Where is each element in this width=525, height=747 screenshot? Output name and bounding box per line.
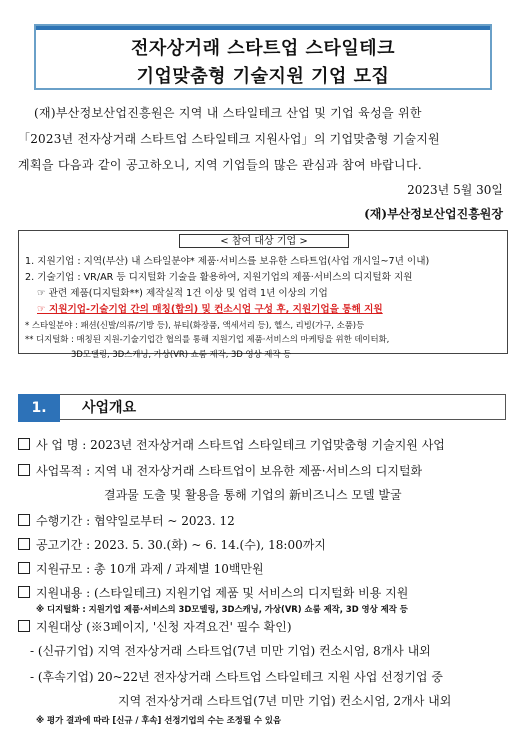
participants-header: < 참여 대상 기업 > — [179, 234, 349, 248]
overview-note-evaluation: ※ 평가 결과에 따라 [신규 / 후속] 선정기업의 수는 조정될 수 있음 — [36, 715, 282, 725]
overview-item-scale-text: 지원규모 : 총 10개 과제 / 과제별 10백만원 — [36, 562, 264, 576]
overview-item-announcement — [18, 536, 326, 553]
checkbox-icon — [18, 438, 30, 450]
checkbox-icon — [18, 538, 30, 550]
intro-line-3: 계획을 다음과 같이 공고하오니, 지역 기업들의 많은 관심과 참여 바랍니다. — [18, 158, 423, 172]
participants-line-4: ☞ 지원기업-기술기업 간의 매칭(합의) 및 컨소시엄 구성 후, 지원기업을 통해 지원 — [37, 304, 383, 315]
participants-line-2: 2. 기술기업 : VR/AR 등 디지털화 기술을 활용하여, 지원기업의 제품·서비스의 디지털화 지원 — [25, 272, 413, 283]
overview-item-target-text: 지원대상 (※3페이지, '신청 자격요건' 필수 확인) — [36, 620, 292, 634]
intro-line-2: 「2023년 전자상거래 스타트업 스타일테크 지원사업」의 기업맞춤형 기술지원 — [18, 132, 440, 146]
title-box — [34, 24, 492, 90]
checkbox-icon — [18, 620, 30, 632]
announcement-date: 2023년 5월 30일 — [407, 183, 503, 197]
overview-item-purpose — [18, 462, 422, 479]
overview-item-period — [18, 512, 235, 529]
title-line-1: 전자상거래 스타트업 스타일테크 — [131, 38, 395, 59]
overview-item-name — [18, 436, 445, 453]
overview-item-announcement-text: 공고기간 : 2023. 5. 30.(화) ~ 6. 14.(수), 18:00까지 — [36, 538, 326, 552]
participants-line-5: * 스타일분야 : 패션(신발/의류/기방 등), 뷰티(화장품, 액세서리 등), 헬스, 리빙(가구, 소품)등 — [25, 320, 365, 330]
participants-line-1: 1. 지원기업 : 지역(부산) 내 스타일분야* 제품·서비스를 보유한 스타트업(사업 개시일~7년 이내) — [25, 256, 430, 267]
overview-note-digitalization: ※ 디지털화 : 지원기업 제품·서비스의 3D모델링, 3D스캐닝, 가상(VR) 쇼룸 제작, 3D 영상 제작 등 — [36, 604, 408, 614]
participants-line-7: 3D모델링, 3D스캐닝, 가상(VR) 쇼룸 제작, 3D 영상 제작 등 — [71, 349, 292, 359]
intro-line-1: (재)부산정보산업진흥원은 지역 내 스타일테크 산업 및 기업 육성을 위한 — [34, 106, 422, 120]
participants-line-3: ☞ 관련 제품(디지털화**) 제작실적 1건 이상 및 업력 1년 이상의 기업 — [37, 288, 328, 299]
participants-line-6: ** 디지털화 : 매칭된 지원-기술기업간 협의를 통해 지원기업 제품·서비스의 마케팅을 위한 데이터화, — [25, 334, 390, 344]
overview-item-name-text: 사 업 명 : 2023년 전자상거래 스타트업 스타일테크 기업맞춤형 기술지원 사업 — [36, 438, 445, 452]
title-line-2: 기업맞춤형 기술지원 기업 모집 — [136, 66, 390, 87]
overview-item-purpose-text: 사업목적 : 지역 내 전자상거래 스타트업이 보유한 제품·서비스의 디지털화 — [36, 464, 423, 478]
overview-item-scale — [18, 560, 264, 577]
checkbox-icon — [18, 562, 30, 574]
section-number: 1. — [18, 394, 60, 422]
participants-box — [18, 230, 508, 359]
overview-item-content — [18, 584, 408, 601]
section-header — [18, 394, 508, 422]
overview-sub-new: - (신규기업) 지역 전자상거래 스타트업(7년 미만 기업) 컨소시엄, 8개사 내외 — [30, 644, 431, 658]
overview-item-period-text: 수행기간 : 협약일로부터 ~ 2023. 12 — [36, 514, 235, 528]
section-title: 사업개요 — [60, 394, 506, 420]
checkbox-icon — [18, 514, 30, 526]
checkbox-icon — [18, 586, 30, 598]
overview-sub-followup-cont: 지역 전자상거래 스타트업(7년 미만 기업) 컨소시엄, 2개사 내외 — [118, 694, 452, 708]
signer: (재)부산정보산업진흥원장 — [364, 207, 503, 221]
overview-item-target — [18, 618, 292, 635]
overview-item-content-text: 지원내용 : (스타일테크) 지원기업 제품 및 서비스의 디지털화 비용 지원 — [36, 586, 409, 600]
overview-item-purpose-cont: 결과물 도출 및 활용을 통해 기업의 新비즈니스 모델 발굴 — [104, 488, 402, 502]
overview-sub-followup: - (후속기업) 20~22년 전자상거래 스타트업 스타일테크 지원 사업 선정기업 중 — [30, 670, 443, 684]
checkbox-icon — [18, 464, 30, 476]
